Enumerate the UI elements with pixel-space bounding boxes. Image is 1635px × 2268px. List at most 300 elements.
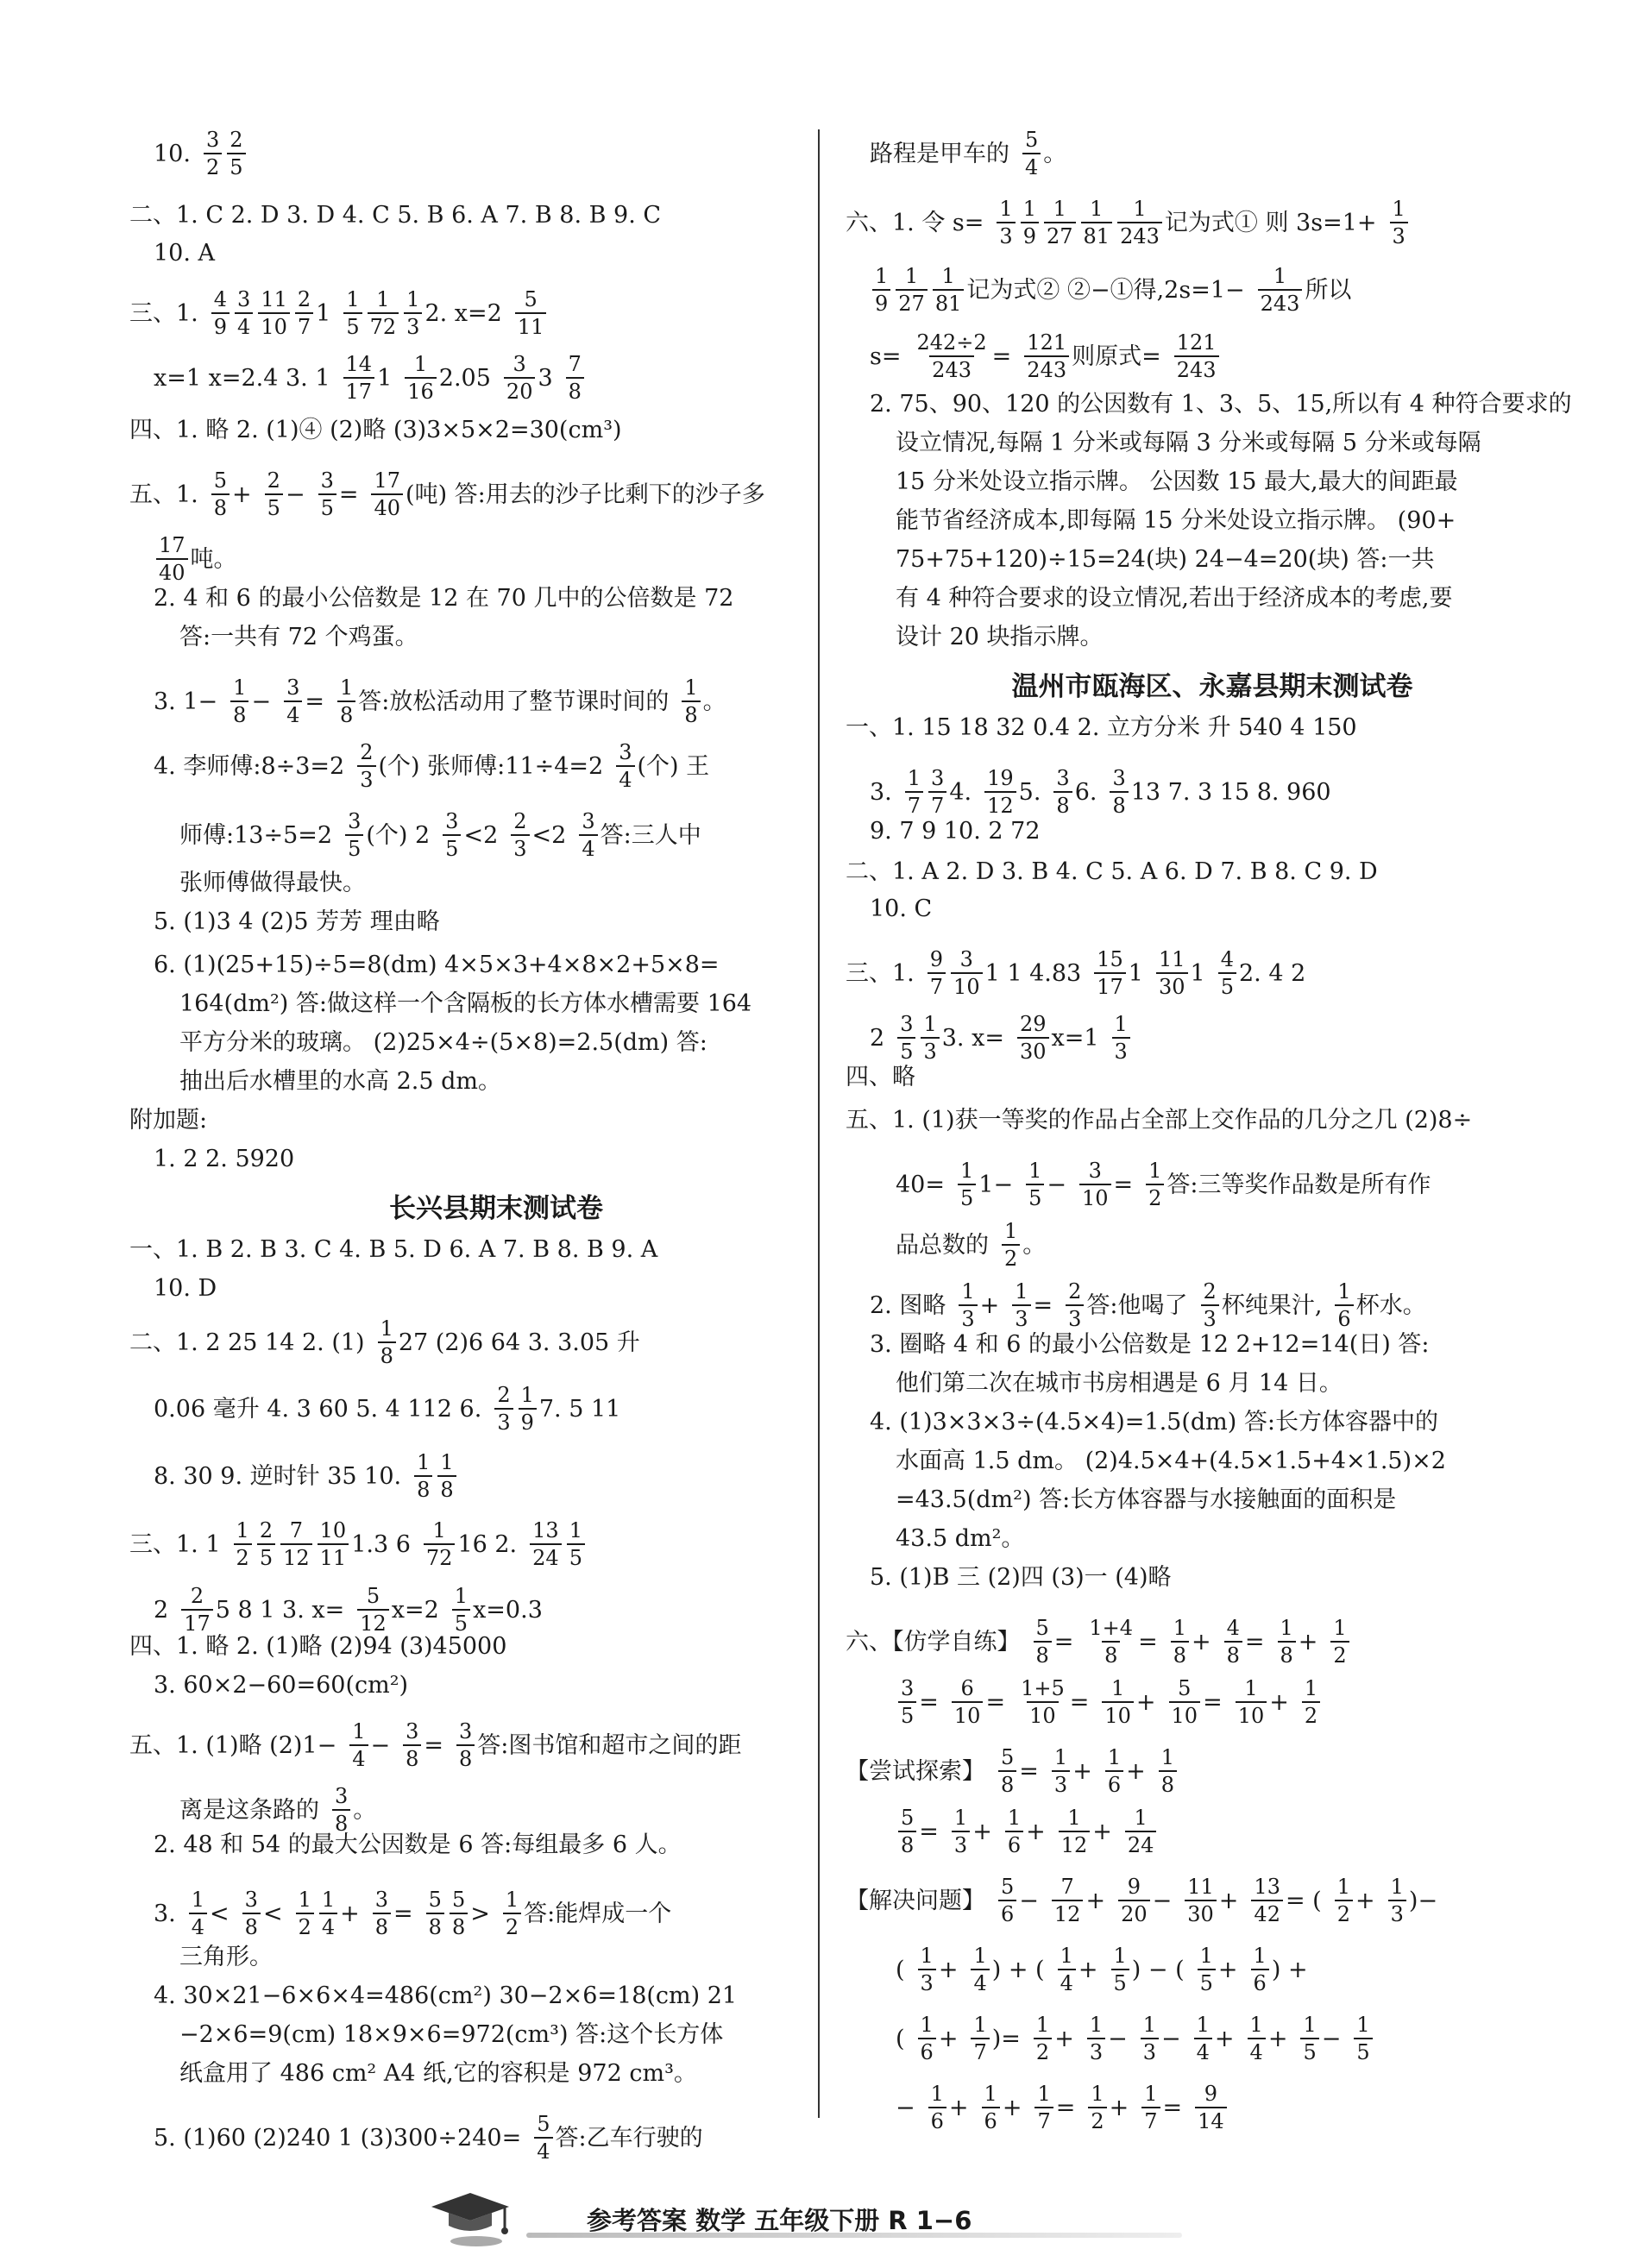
answer-text: 9. 7 9 10. 2 72 [870, 818, 1041, 845]
denominator: 3 [1012, 1304, 1030, 1329]
denominator: 3 [494, 1408, 513, 1433]
denominator: 8 [337, 701, 355, 726]
fraction [1156, 949, 1188, 997]
answer-text: 5. (1)3 4 (2)5 芳芳 理由略 [154, 908, 440, 935]
answer-text: = [1244, 1628, 1265, 1655]
numerator: 1 [1333, 1616, 1347, 1640]
denominator: 27 [896, 289, 928, 314]
answer-line [870, 1333, 1439, 1356]
fraction [405, 354, 437, 402]
fraction [1012, 1281, 1030, 1329]
answer-text: + [1054, 2025, 1074, 2052]
numerator: 1 [973, 2013, 987, 2037]
numerator: 2 [259, 1518, 274, 1542]
answer-text: =43.5(dm²) 答:长方体容器与水接触面的面积是 [896, 1486, 1397, 1513]
answer-line [870, 1410, 1449, 1434]
answer-line [154, 1586, 553, 1634]
answer-line [846, 1065, 926, 1089]
numerator: 1 [1004, 1219, 1018, 1243]
numerator: 11 [261, 287, 287, 311]
answer-line [846, 1876, 1448, 1925]
fraction [424, 1520, 456, 1568]
fraction [373, 1889, 391, 1938]
fraction [905, 768, 923, 816]
numerator: 1 [1133, 197, 1147, 221]
fraction [984, 768, 1016, 816]
answer-text: )= [991, 2025, 1021, 2052]
answer-text: = [305, 688, 324, 715]
answer-text: 一、1. 15 18 32 0.4 2. 立方分米 升 540 4 150 [846, 714, 1357, 741]
denominator: 4 [189, 1913, 207, 1938]
numerator: 1 [1303, 2013, 1317, 2037]
numerator: 5 [213, 468, 228, 493]
numerator: 1 [1280, 1616, 1293, 1640]
numerator: 3 [1112, 766, 1126, 790]
answer-line [870, 129, 1077, 178]
fraction [1218, 949, 1236, 997]
answer-text: = [1203, 1688, 1223, 1716]
fraction [280, 1520, 312, 1568]
fraction [1118, 1876, 1150, 1925]
denominator: 6 [928, 2107, 946, 2132]
denominator: 24 [530, 1543, 562, 1568]
fraction [1066, 1281, 1084, 1329]
denominator: 5 [1198, 1969, 1216, 1994]
denominator: 5 [1026, 1184, 1044, 1209]
fraction [1024, 332, 1069, 380]
fraction [682, 677, 700, 726]
answer-text: + [1078, 1956, 1098, 1983]
numerator: 1 [1090, 197, 1104, 221]
answer-line [154, 910, 450, 933]
numerator: 3 [406, 1719, 419, 1743]
numerator: 1 [904, 264, 919, 288]
answer-line [129, 418, 632, 442]
fraction [1021, 198, 1039, 247]
denominator: 10 [258, 312, 290, 337]
fraction [928, 2083, 946, 2132]
answer-text: + [938, 1956, 959, 1983]
answer-line [129, 470, 776, 518]
answer-text: 8. 30 9. 逆时针 35 10. [154, 1462, 402, 1490]
answer-text: + [948, 2094, 969, 2121]
denominator: 8 [1034, 1641, 1052, 1666]
answer-line [154, 1452, 459, 1500]
numerator: 1 [1253, 1944, 1267, 1968]
answer-text: + [1135, 1688, 1156, 1716]
answer-line [179, 2062, 707, 2085]
denominator: 4 [971, 1969, 989, 1994]
numerator: 1 [1142, 2013, 1156, 2037]
numerator: 1 [1114, 1012, 1128, 1036]
fraction [933, 266, 965, 314]
answer-text: + [232, 481, 252, 508]
answer-line [846, 949, 1316, 997]
answer-text: ) + [1271, 1956, 1308, 1983]
denominator: 8 [230, 701, 248, 726]
answer-text: 2. 图略 [870, 1291, 946, 1319]
answer-text: − [370, 1731, 391, 1759]
denominator: 3 [404, 312, 422, 337]
answer-line [870, 1014, 1133, 1062]
section-heading [129, 1186, 863, 1225]
answer-text: 2. 4 和 6 的最小公倍数是 12 在 70 几中的公倍数是 72 [154, 585, 734, 612]
denominator: 2 [1335, 1900, 1353, 1925]
answer-text: = [1053, 1628, 1074, 1655]
denominator: 4 [235, 312, 253, 337]
fraction [1258, 266, 1303, 314]
denominator: 5 [227, 153, 245, 178]
answer-text: 杯纯果汁, [1221, 1291, 1323, 1319]
fraction [1044, 198, 1076, 247]
answer-text: )− [1408, 1887, 1438, 1914]
answer-text: 设计 20 块指示牌。 [896, 624, 1104, 650]
denominator: 4 [1194, 2038, 1212, 2063]
denominator: 4 [319, 1913, 337, 1938]
fraction [998, 1747, 1016, 1795]
fraction [1390, 198, 1408, 247]
denominator: 16 [405, 377, 437, 402]
answer-line [870, 820, 1051, 843]
answer-text: + [1267, 2025, 1288, 2052]
answer-line [896, 470, 1468, 493]
denominator: 5 [443, 834, 461, 859]
fraction [1195, 2083, 1227, 2132]
fraction [579, 811, 597, 859]
denominator: 17 [343, 377, 375, 402]
numerator: 1 [999, 197, 1013, 221]
numerator: 3 [931, 766, 945, 790]
numerator: 3 [374, 1888, 389, 1912]
fraction [368, 289, 399, 337]
fraction [1112, 1014, 1130, 1062]
numerator: 2 [513, 809, 527, 833]
denominator: 12 [1059, 1831, 1091, 1856]
numerator: 1 [1037, 2082, 1051, 2106]
denominator: 12 [1052, 1900, 1084, 1925]
answer-text: + [1214, 2025, 1235, 2052]
numerator: 1 [1336, 1875, 1350, 1899]
answer-text: 5. (1)B 三 (2)四 (3)一 (4)略 [870, 1564, 1172, 1591]
fraction [1005, 1807, 1023, 1856]
fraction [515, 289, 547, 337]
denominator: 9 [519, 1408, 537, 1433]
numerator: 1 [380, 1316, 393, 1341]
numerator: 11 [1187, 1875, 1214, 1899]
fraction [530, 1520, 562, 1568]
fraction [357, 1586, 389, 1634]
answer-line [179, 871, 376, 895]
numerator: 1 [417, 1450, 431, 1474]
numerator: 4 [213, 287, 228, 311]
numerator: 2 [1203, 1279, 1217, 1304]
answer-text: 平方分米的玻璃。 (2)25×4÷(5×8)=2.5(dm) 答: [179, 1029, 707, 1056]
numerator: 1 [454, 1584, 468, 1608]
answer-text: 离是这条路的 [179, 1796, 319, 1824]
answer-text: 3. [870, 778, 892, 806]
fraction [234, 1520, 252, 1568]
numerator: 2 [360, 740, 374, 764]
fraction [959, 1281, 977, 1329]
fraction [235, 289, 253, 337]
denominator: 6 [918, 2038, 936, 2063]
numerator: 7 [289, 1518, 303, 1542]
denominator: 3 [1052, 1770, 1070, 1795]
denominator: 5 [958, 1184, 976, 1209]
answer-line [896, 431, 1492, 455]
denominator: 243 [1174, 355, 1219, 380]
fraction [1125, 1807, 1157, 1856]
answer-text: = [1162, 2094, 1183, 2121]
answer-text: 有 4 种符合要求的设立情况,若出于经济成本的考虑,要 [896, 585, 1453, 612]
fraction [921, 1014, 939, 1062]
answer-text: 15 分米处设立指示牌。 公因数 15 最大,最大的间距最 [896, 468, 1458, 495]
answer-text: 4. (1)3×3×3÷(4.5×4)=1.5(dm) 答:长方体容器中的 [870, 1409, 1438, 1436]
answer-line [896, 1449, 1456, 1473]
denominator: 3 [357, 765, 375, 790]
numerator: 5 [1001, 1745, 1015, 1769]
denominator: 5 [1218, 972, 1236, 997]
fraction [1102, 1678, 1134, 1726]
answer-text: 1 [1128, 959, 1143, 987]
answer-text: 附加题: [129, 1107, 208, 1134]
denominator: 10 [952, 1701, 984, 1726]
fraction [896, 266, 928, 314]
numerator: 1 [920, 2013, 934, 2037]
numerator: 1 [1160, 1745, 1174, 1769]
numerator: 5 [1035, 1616, 1049, 1640]
fraction [1174, 332, 1219, 380]
fraction [504, 354, 536, 402]
denominator: 5 [265, 493, 283, 518]
numerator: 5 [366, 1584, 380, 1608]
denominator: 7 [905, 791, 923, 816]
numerator: 5 [428, 1888, 442, 1912]
numerator: 1 [1028, 1159, 1042, 1183]
numerator: 3 [1056, 766, 1070, 790]
answer-text: 13 7. 3 15 8. 960 [1130, 778, 1331, 806]
denominator: 5 [898, 1701, 916, 1726]
fraction [1251, 1876, 1283, 1925]
numerator: 121 [1176, 330, 1217, 355]
denominator: 4 [579, 834, 597, 859]
answer-text: 。 [1043, 140, 1067, 167]
fraction [494, 1385, 513, 1433]
answer-text: 27 (2)6 64 3. 3.05 升 [398, 1329, 640, 1356]
fraction [1278, 1618, 1296, 1666]
numerator: 3 [900, 1012, 914, 1036]
denominator: 8 [1053, 791, 1072, 816]
denominator: 7 [971, 2038, 989, 2063]
denominator: 243 [929, 355, 974, 380]
denominator: 30 [1017, 1037, 1049, 1062]
fraction [1117, 198, 1162, 247]
answer-text: 75+75+120)÷15=24(块) 24−4=20(块) 答:一共 [896, 546, 1435, 573]
answer-text: + [1217, 1956, 1238, 1983]
denominator: 2 [1034, 2038, 1052, 2063]
answer-text: 2 [154, 1596, 169, 1624]
fraction [1053, 768, 1072, 816]
denominator: 4 [1248, 2038, 1266, 2063]
answer-text: 10. A [154, 240, 216, 267]
numerator: 1 [1390, 1875, 1404, 1899]
numerator: 1 [1113, 1944, 1127, 1968]
numerator: 2 [297, 287, 311, 311]
numerator: 3 [459, 1719, 473, 1743]
answer-line [846, 1747, 1179, 1795]
answer-line [154, 1147, 305, 1171]
denominator: 2 [296, 1913, 314, 1938]
answer-text: 二、1. 2 25 14 2. (1) [129, 1329, 365, 1356]
answer-text: 2. 75、90、120 的公因数有 1、3、5、15,所以有 4 种符合要求的 [870, 391, 1572, 418]
numerator: 3 [348, 809, 362, 833]
numerator: 1 [376, 287, 390, 311]
fraction [296, 1889, 314, 1938]
numerator: 1 [875, 264, 889, 288]
denominator: 11 [515, 312, 547, 337]
fraction [257, 1520, 275, 1568]
fraction [295, 289, 313, 337]
numerator: 1 [923, 1012, 937, 1036]
denominator: 3 [1066, 1304, 1084, 1329]
answer-text: = [919, 1688, 939, 1716]
fraction [1034, 2083, 1053, 2132]
numerator: 1 [959, 1159, 974, 1183]
fraction [1146, 1160, 1164, 1209]
footer-text: 参考答案 数学 五年级下册 R 1−6 [587, 2206, 972, 2235]
denominator: 6 [982, 2107, 1000, 2132]
numerator: 1 [520, 1383, 534, 1407]
answer-line [179, 811, 712, 859]
answer-text: 三角形。 [179, 1944, 273, 1970]
fraction [1087, 2014, 1105, 2063]
fraction [227, 129, 245, 178]
answer-line [846, 860, 1388, 883]
answer-text: 【尝试探索】 [846, 1757, 985, 1785]
denominator: 10 [1102, 1701, 1134, 1726]
fraction [378, 1318, 396, 1366]
fraction [534, 2114, 552, 2162]
answer-text: + [1085, 1887, 1106, 1914]
denominator: 10 [951, 972, 983, 997]
answer-text: 2 [870, 1024, 885, 1052]
numerator: 1 [1144, 2082, 1158, 2106]
answer-text: x=1 x=2.4 3. 1 [154, 364, 330, 392]
answer-text: 三、1. 1 [129, 1530, 221, 1558]
answer-line [154, 1984, 747, 2007]
fraction [1335, 1281, 1353, 1329]
fraction [951, 949, 983, 997]
answer-text: 四、略 [846, 1064, 915, 1090]
answer-line [129, 289, 549, 337]
fraction [343, 354, 375, 402]
numerator: 1 [440, 1450, 454, 1474]
answer-text: 水面高 1.5 dm。 (2)4.5×4+(4.5×1.5+4×1.5)×2 [896, 1448, 1446, 1474]
answer-line [129, 204, 671, 227]
answer-text: 2. x=2 [424, 299, 502, 327]
answer-text: + [340, 1900, 360, 1927]
answer-text: 3. 60×2−60=60(cm²) [154, 1672, 409, 1699]
fraction [1388, 1876, 1406, 1925]
fraction [928, 949, 946, 997]
fraction [414, 1452, 432, 1500]
answer-text: 3. x= [941, 1024, 1004, 1052]
answer-line [870, 266, 1361, 314]
numerator: 1 [1091, 2082, 1104, 2106]
denominator: 2 [1002, 1244, 1020, 1269]
denominator: 3 [1141, 2038, 1159, 2063]
answer-text: 3. 圈略 4 和 6 的最小公倍数是 12 2+12=14(日) 答: [870, 1331, 1430, 1358]
numerator: 1 [352, 1719, 366, 1743]
denominator: 8 [437, 1475, 456, 1500]
numerator: 4 [1220, 947, 1234, 971]
answer-text: 3 [538, 364, 553, 392]
numerator: 1 [1249, 2013, 1263, 2037]
answer-text: 。 [702, 688, 726, 715]
denominator: 72 [368, 312, 399, 337]
fraction [998, 1876, 1016, 1925]
fraction [437, 1452, 456, 1500]
fraction [958, 1160, 976, 1209]
answer-line [154, 587, 744, 610]
section-heading [846, 664, 1579, 703]
answer-text: 5. (1)60 (2)240 1 (3)300÷240= [154, 2124, 522, 2152]
answer-text: 1 [1190, 959, 1205, 987]
numerator: 1 [1356, 2013, 1370, 2037]
denominator: 3 [1087, 2038, 1105, 2063]
denominator: 3 [918, 1969, 936, 1994]
fraction [1086, 1618, 1135, 1666]
denominator: 8 [1278, 1641, 1296, 1666]
numerator: 2 [1068, 1279, 1082, 1304]
numerator: 5 [1001, 1875, 1015, 1899]
answer-text: 答:能焊成一个 [524, 1900, 672, 1927]
answer-text: 答:图书馆和超市之间的距 [477, 1731, 742, 1759]
numerator: 1 [930, 2082, 944, 2106]
fraction [982, 2083, 1000, 2132]
denominator: 7 [295, 312, 313, 337]
answer-line [896, 625, 1114, 649]
answer-line [154, 677, 737, 726]
denominator: 40 [371, 493, 403, 518]
numerator: 1 [961, 1279, 975, 1304]
fraction [1251, 1945, 1269, 1994]
answer-line [129, 1238, 668, 1261]
answer-text: 能节省经济成本,即每隔 15 分米处设立指示牌。 (90+ [896, 507, 1456, 534]
fraction [914, 332, 989, 380]
denominator: 5 [1111, 1969, 1129, 1994]
answer-text: ) − ( [1131, 1956, 1185, 1983]
denominator: 8 [1171, 1641, 1189, 1666]
answer-line [896, 548, 1445, 571]
numerator: 1 [984, 2082, 997, 2106]
numerator: 3 [513, 352, 526, 376]
fraction [1017, 1014, 1049, 1062]
denominator: 3 [997, 222, 1015, 247]
fraction [319, 1889, 337, 1938]
answer-line [846, 1109, 1482, 1132]
numerator: 1 [569, 1518, 582, 1542]
fraction [1018, 1678, 1067, 1726]
denominator: 5 [567, 1543, 585, 1568]
fraction [284, 677, 302, 726]
answer-line [179, 2023, 733, 2046]
answer-text: 张师傅做得最快。 [179, 870, 366, 896]
answer-text: 7. 5 11 [538, 1395, 621, 1423]
fraction [1034, 1618, 1052, 1666]
answer-text: 【解决问题】 [846, 1887, 985, 1914]
fraction [898, 1678, 916, 1726]
